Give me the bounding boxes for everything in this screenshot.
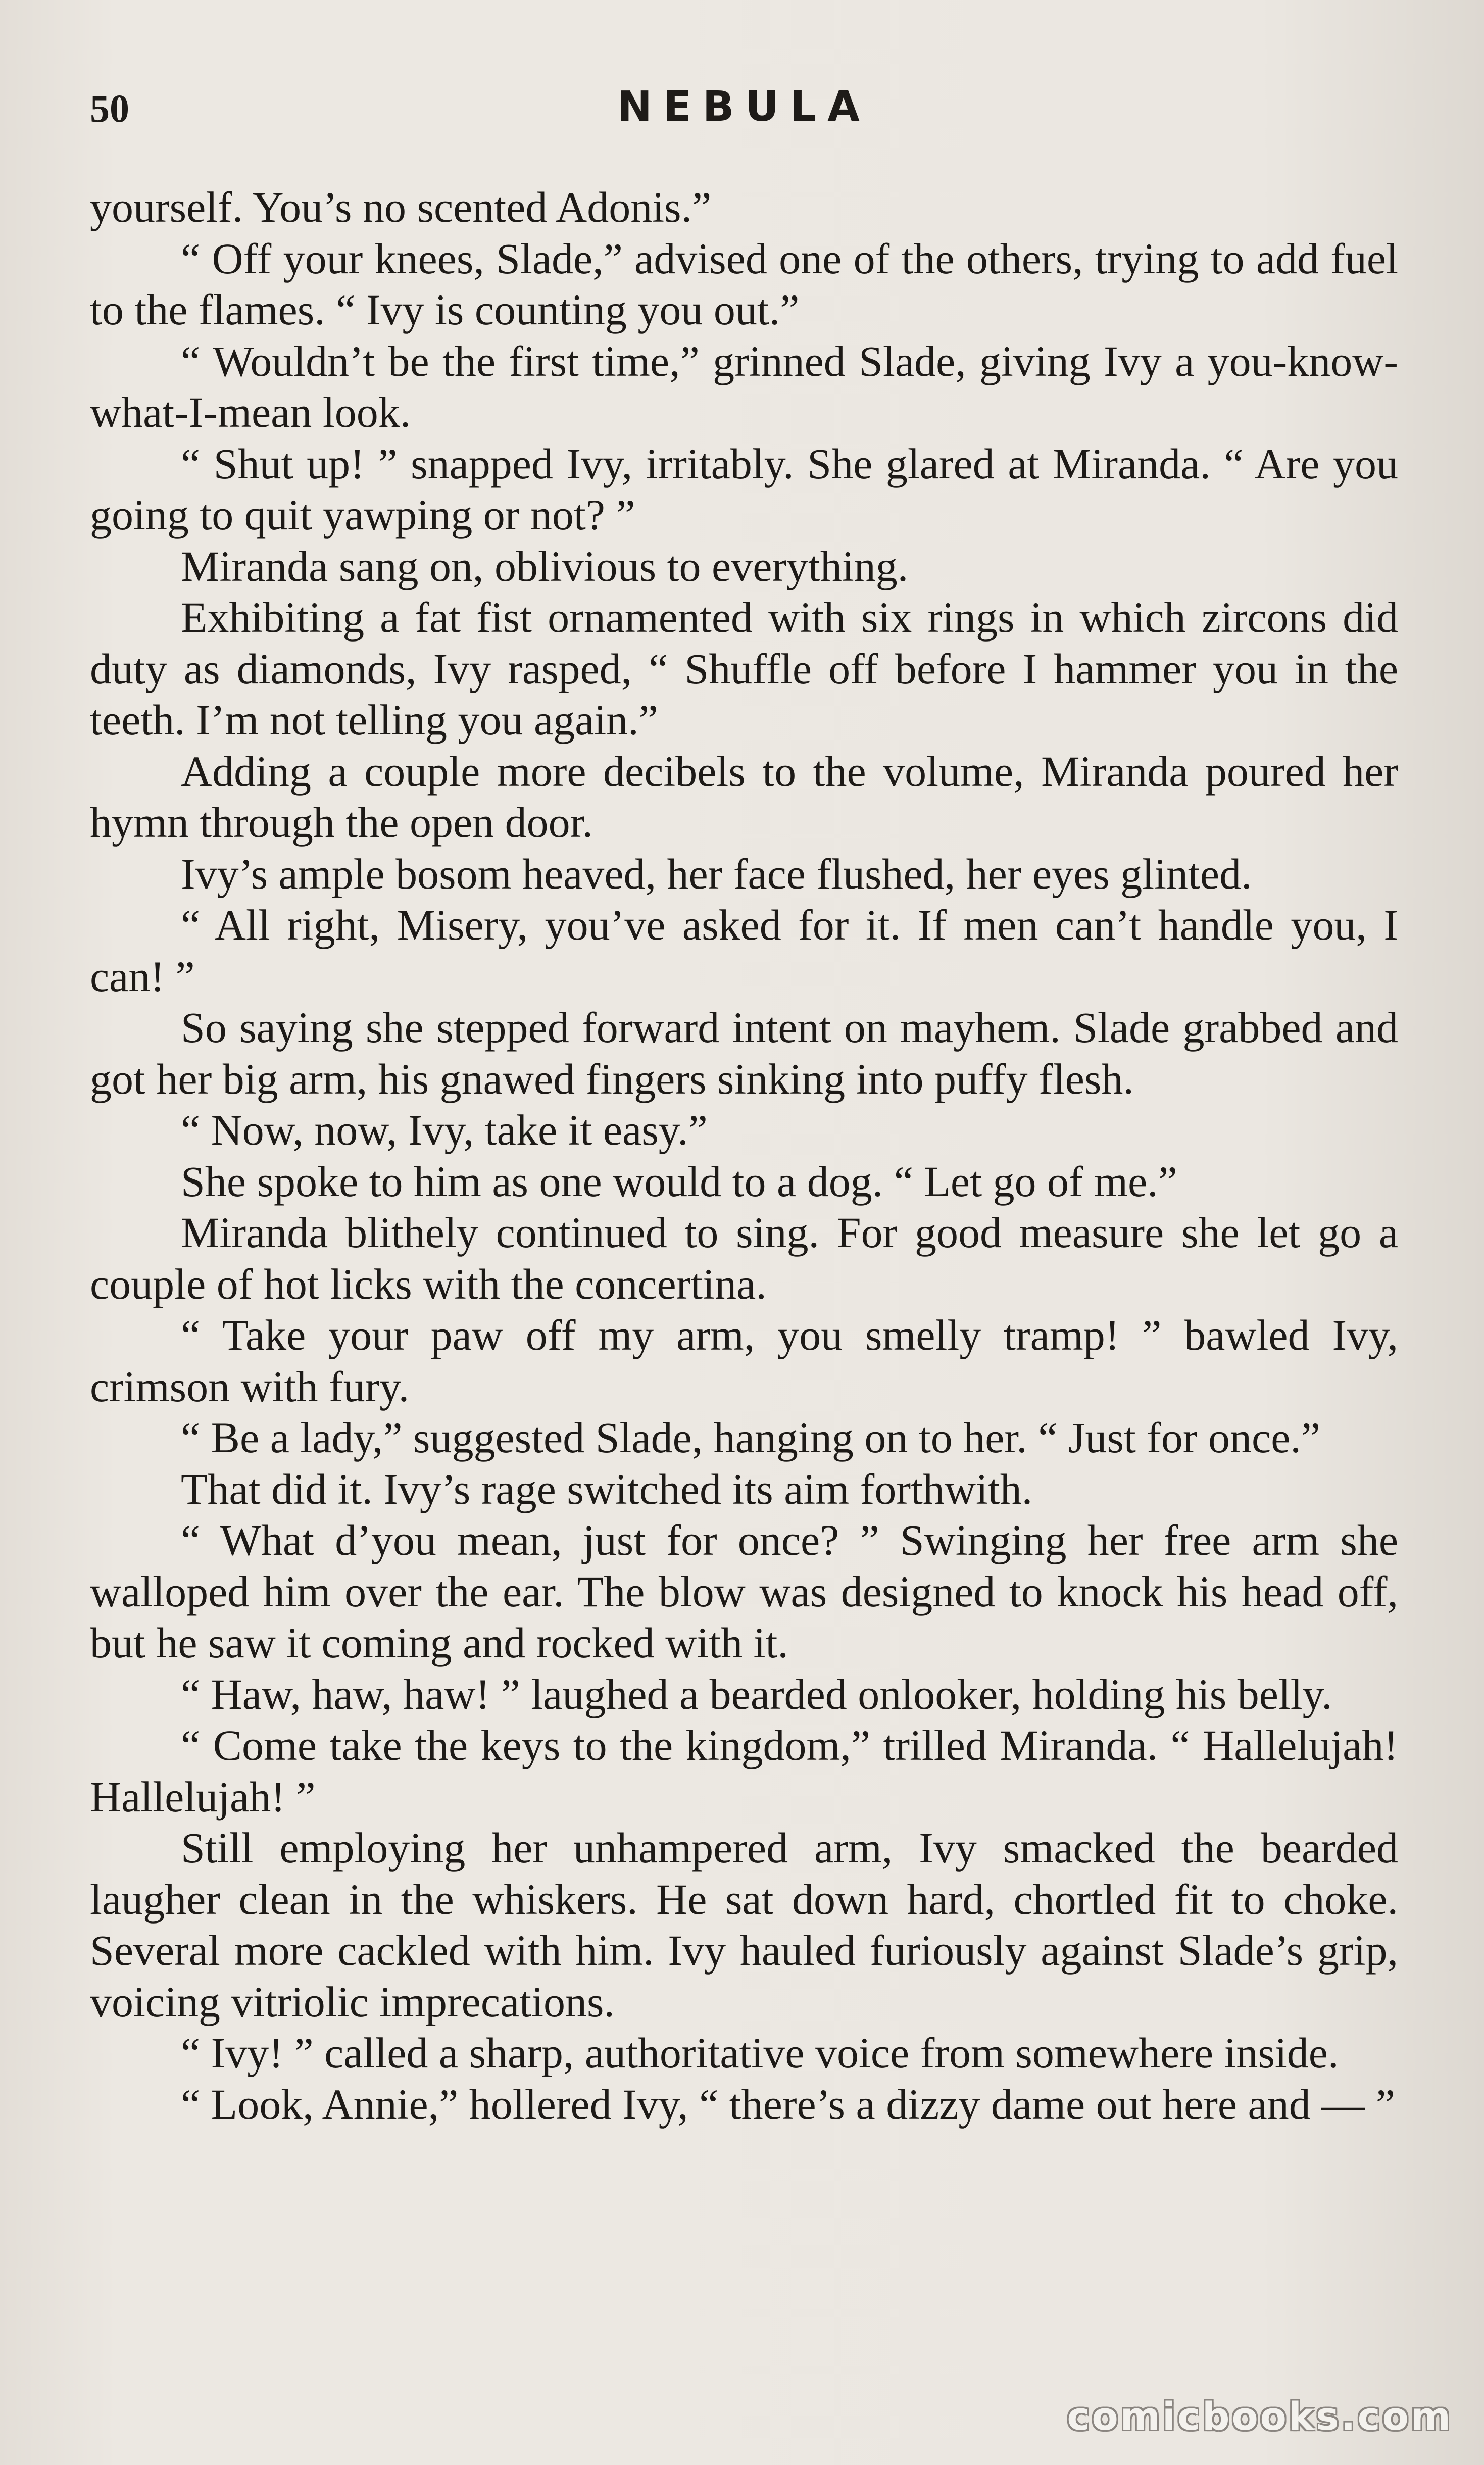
paragraph: She spoke to him as one would to a dog. “ Let go of me.” — [181, 1157, 1177, 1206]
paragraph: “ Off your knees, Slade,” advised one of the others, trying to add fuel to the flames. “ Ivy is counting you out.” — [90, 234, 1398, 334]
paragraph: “ Come take the keys to the kingdom,” trilled Miranda. “ Hallelujah! Hallelujah! ” — [90, 1721, 1398, 1821]
paragraph: “ Now, now, Ivy, take it easy.” — [181, 1106, 708, 1154]
paragraph: “ Take your paw off my arm, you smelly tramp! ” bawled Ivy, crimson with fury. — [90, 1311, 1398, 1411]
paragraph: “ Haw, haw, haw! ” laughed a bearded onlooker, holding his belly. — [181, 1669, 1332, 1718]
paragraph: “ Wouldn’t be the first time,” grinned Slade, giving Ivy a you-know-what-I-mean look. — [90, 336, 1398, 436]
paragraph: Ivy’s ample bosom heaved, her face flushed, her eyes glinted. — [181, 849, 1252, 898]
paragraph: “ Look, Annie,” hollered Ivy, “ there’s a dizzy dame out here and — ” — [181, 2080, 1395, 2129]
paragraph: Exhibiting a fat fist ornamented with six rings in which zircons did duty as diamonds, Ivy rasped, “ Shuffle off before I hammer you in the teeth. I’m not telling you again.” — [90, 593, 1398, 744]
paragraph: “ Ivy! ” called a sharp, authoritative voice from somewhere inside. — [181, 2029, 1339, 2077]
story-text — [90, 182, 1398, 2130]
paragraph: “ Be a lady,” suggested Slade, hanging on to her. “ Just for once.” — [181, 1413, 1321, 1462]
paragraph: So saying she stepped forward intent on mayhem. Slade grabbed and got her big arm, his gnawed fingers sinking into puffy flesh. — [90, 1003, 1398, 1103]
paragraph: Still employing her unhampered arm, Ivy smacked the bearded laugher clean in the whiskers. He sat down hard, chortled fit to choke. Several more cackled with him. Ivy hauled furiously against Slade’s grip, voicing vitriolic imprecations. — [90, 1823, 1398, 2026]
paragraph: Miranda sang on, oblivious to everything. — [181, 541, 909, 590]
page-header — [90, 76, 1398, 141]
paragraph: Adding a couple more decibels to the volume, Miranda poured her hymn through the open door. — [90, 747, 1398, 847]
paragraph: “ Shut up! ” snapped Ivy, irritably. She glared at Miranda. “ Are you going to quit yawping or not? ” — [90, 439, 1398, 539]
running-title: NEBULA — [617, 83, 871, 131]
paragraph: “ What d’you mean, just for once? ” Swinging her free arm she walloped him over the ear. The blow was designed to knock his head off, but he saw it coming and rocked with it. — [90, 1516, 1398, 1667]
paragraph: Miranda blithely continued to sing. For good measure she let go a couple of hot licks with the concertina. — [90, 1208, 1398, 1308]
paragraph: That did it. Ivy’s rage switched its aim forthwith. — [181, 1464, 1033, 1513]
watermark: comicbooks.com — [1067, 2394, 1453, 2439]
paragraph: yourself. You’s no scented Adonis.” — [90, 183, 712, 231]
paragraph: “ All right, Misery, you’ve asked for it. If men can’t handle you, I can! ” — [90, 901, 1398, 1001]
page-number: 50 — [90, 86, 129, 130]
